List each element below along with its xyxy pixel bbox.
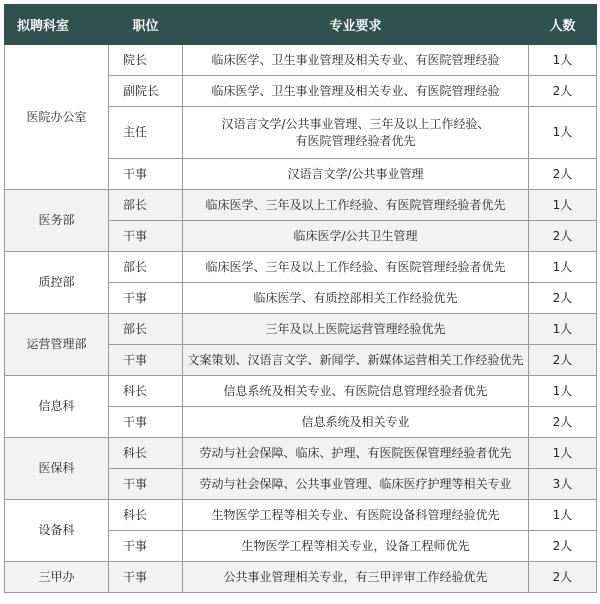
requirement-cell: 生物医学工程等相关专业、有医院设备科管理经验优先 bbox=[183, 500, 529, 531]
count-cell: 2人 bbox=[529, 283, 597, 314]
table-row bbox=[5, 314, 597, 345]
count-cell: 2人 bbox=[529, 407, 597, 438]
position-cell: 干事 bbox=[109, 407, 183, 438]
count-cell: 1人 bbox=[529, 107, 597, 159]
count-cell: 1人 bbox=[529, 438, 597, 469]
header-position: 职位 bbox=[109, 5, 183, 45]
department-cell: 三甲办 bbox=[5, 562, 109, 593]
department-cell: 医务部 bbox=[5, 190, 109, 252]
requirement-cell: 临床医学/公共卫生管理 bbox=[183, 221, 529, 252]
position-cell: 主任 bbox=[109, 107, 183, 159]
count-cell: 1人 bbox=[529, 500, 597, 531]
requirement-cell: 临床医学、三年及以上工作经验、有医院管理经验者优先 bbox=[183, 252, 529, 283]
count-cell: 2人 bbox=[529, 221, 597, 252]
table-row bbox=[5, 562, 597, 593]
requirement-cell: 公共事业管理相关专业，有三甲评审工作经验优先 bbox=[183, 562, 529, 593]
department-cell: 质控部 bbox=[5, 252, 109, 314]
header-department: 拟聘科室 bbox=[5, 5, 109, 45]
count-cell: 1人 bbox=[529, 45, 597, 76]
requirement-cell: 临床医学、三年及以上工作经验、有医院管理经验者优先 bbox=[183, 190, 529, 221]
requirement-cell: 临床医学、卫生事业管理及相关专业、有医院管理经验 bbox=[183, 45, 529, 76]
department-cell: 设备科 bbox=[5, 500, 109, 562]
position-cell: 干事 bbox=[109, 221, 183, 252]
requirement-cell: 临床医学、卫生事业管理及相关专业、有医院管理经验 bbox=[183, 76, 529, 107]
requirement-cell: 劳动与社会保障、公共事业管理、临床医疗护理等相关专业 bbox=[183, 469, 529, 500]
count-cell: 1人 bbox=[529, 190, 597, 221]
requirement-cell: 信息系统及相关专业 bbox=[183, 407, 529, 438]
requirement-cell: 临床医学、有质控部相关工作经验优先 bbox=[183, 283, 529, 314]
header-requirement: 专业要求 bbox=[183, 5, 529, 45]
count-cell: 2人 bbox=[529, 76, 597, 107]
recruitment-table-container bbox=[4, 4, 596, 593]
department-cell: 医院办公室 bbox=[5, 45, 109, 190]
table-row bbox=[5, 252, 597, 283]
department-cell: 运营管理部 bbox=[5, 314, 109, 376]
position-cell: 副院长 bbox=[109, 76, 183, 107]
count-cell: 2人 bbox=[529, 345, 597, 376]
position-cell: 干事 bbox=[109, 283, 183, 314]
count-cell: 1人 bbox=[529, 314, 597, 345]
position-cell: 科长 bbox=[109, 438, 183, 469]
requirement-cell: 劳动与社会保障、临床、护理、有医院医保管理经验者优先 bbox=[183, 438, 529, 469]
table-row bbox=[5, 438, 597, 469]
position-cell: 干事 bbox=[109, 159, 183, 190]
table-header-row bbox=[5, 5, 597, 45]
table-row bbox=[5, 190, 597, 221]
requirement-cell: 三年及以上医院运营管理经验优先 bbox=[183, 314, 529, 345]
department-cell: 信息科 bbox=[5, 376, 109, 438]
position-cell: 部长 bbox=[109, 190, 183, 221]
count-cell: 2人 bbox=[529, 562, 597, 593]
table-row bbox=[5, 376, 597, 407]
position-cell: 科长 bbox=[109, 500, 183, 531]
count-cell: 2人 bbox=[529, 159, 597, 190]
requirement-cell: 汉语言文学/公共事业管理 bbox=[183, 159, 529, 190]
table-row bbox=[5, 500, 597, 531]
position-cell: 干事 bbox=[109, 562, 183, 593]
requirement-cell: 生物医学工程等相关专业，设备工程师优先 bbox=[183, 531, 529, 562]
position-cell: 科长 bbox=[109, 376, 183, 407]
position-cell: 干事 bbox=[109, 469, 183, 500]
table-row bbox=[5, 45, 597, 76]
department-cell: 医保科 bbox=[5, 438, 109, 500]
count-cell: 3人 bbox=[529, 469, 597, 500]
count-cell: 1人 bbox=[529, 376, 597, 407]
count-cell: 1人 bbox=[529, 252, 597, 283]
header-count: 人数 bbox=[529, 5, 597, 45]
requirement-cell: 汉语言文学/公共事业管理、三年及以上工作经验、 有医院管理经验者优先 bbox=[183, 107, 529, 159]
recruitment-table bbox=[4, 4, 597, 593]
requirement-cell: 信息系统及相关专业、有医院信息管理经验者优先 bbox=[183, 376, 529, 407]
count-cell: 2人 bbox=[529, 531, 597, 562]
position-cell: 部长 bbox=[109, 314, 183, 345]
table-body bbox=[5, 45, 597, 593]
position-cell: 干事 bbox=[109, 345, 183, 376]
requirement-cell: 文案策划、汉语言文学、新闻学、新媒体运营相关工作经验优先 bbox=[183, 345, 529, 376]
position-cell: 部长 bbox=[109, 252, 183, 283]
position-cell: 干事 bbox=[109, 531, 183, 562]
position-cell: 院长 bbox=[109, 45, 183, 76]
